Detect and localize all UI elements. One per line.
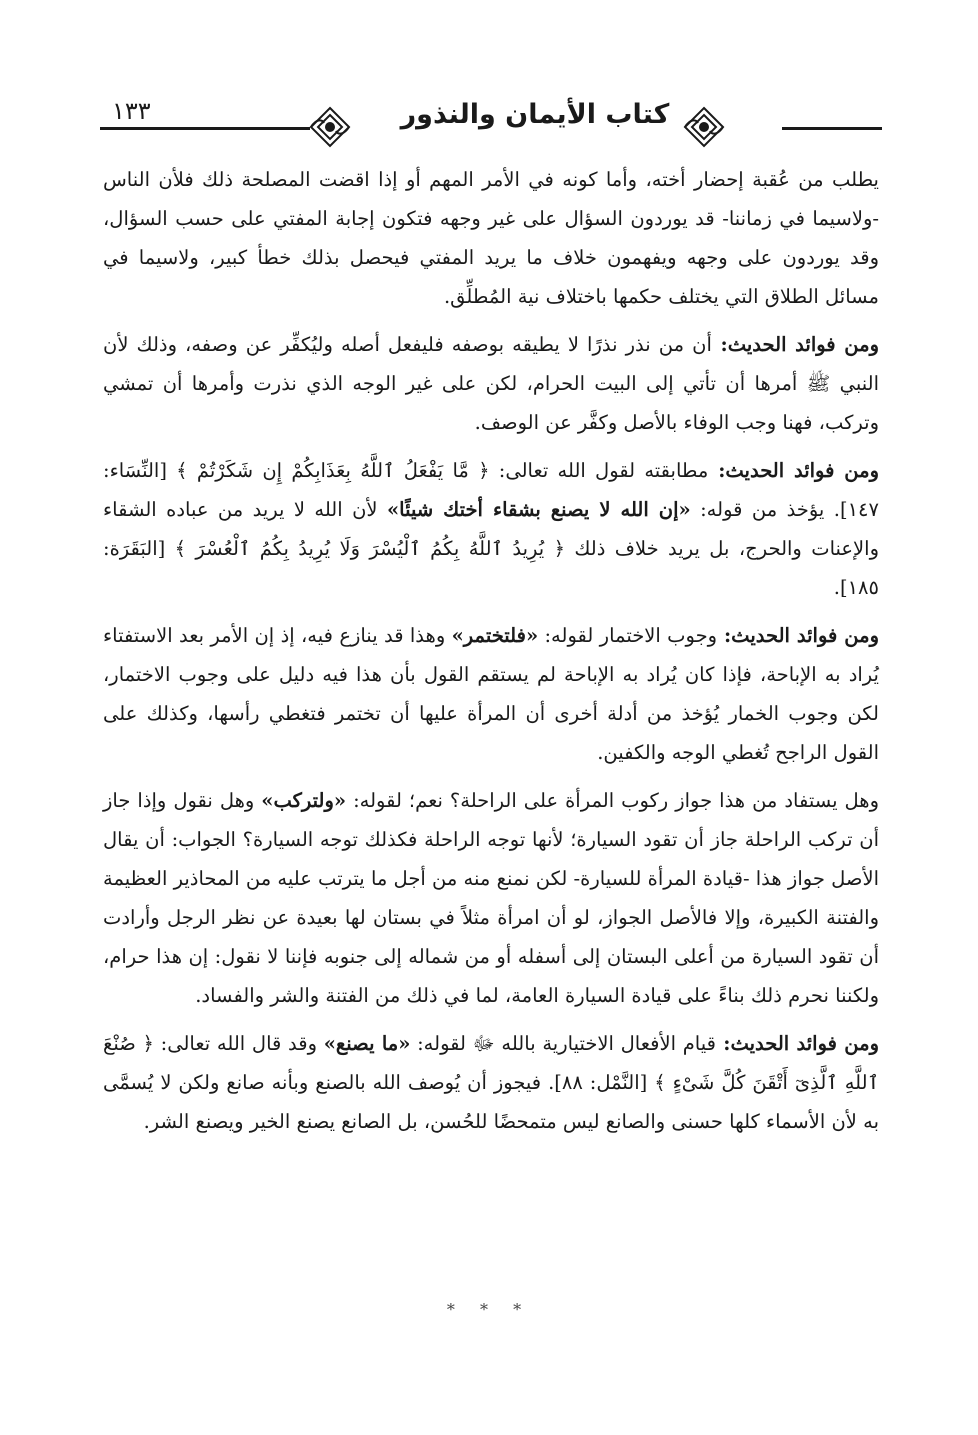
bold-phrase: «ولتركب» xyxy=(261,789,347,812)
bold-phrase: «ما يصنع» xyxy=(323,1032,411,1055)
text-run: وهل يستفاد من هذا جواز ركوب المرأة على الراحلة؟ نعم؛ لقوله: xyxy=(346,789,879,812)
bold-phrase: ومن فوائد الحديث: xyxy=(711,333,879,356)
text-run: وقد قال الله تعالى: ﴿ صُنْعَ ٱللَّهِ ٱلَّذِىٓ أَتْقَنَ كُلَّ شَىْءٍ ﴾ [النَّمْل: ٨٨]. فيجوز أن يُوصف الله بالصنع وبأنه صانع ولكن لا يُسمَّى به لأن الأسماء كلها حسنى والصانع ليس متمحضًا للحُسن، بل الصانع يصنع الخير ويصنع الشر. xyxy=(103,1032,879,1133)
bold-phrase: ومن فوائد الحديث: xyxy=(708,459,879,482)
paragraph xyxy=(103,451,879,607)
paragraph xyxy=(103,616,879,772)
text-run: لأن الله لا يريد من عباده الشقاء والإعنات والحرج، بل يريد خلاف ذلك ﴿ يُرِيدُ ٱللَّهُ بِكُمُ ٱلْيُسْرَ وَلَا يُرِيدُ بِكُمُ ٱلْعُسْرَ ﴾ [البَقَرَة: ١٨٥]. xyxy=(103,498,879,599)
header-rule-left xyxy=(100,127,310,130)
text-run: وهذا قد ينازع فيه، إذ إن الأمر بعد الاستفتاء يُراد به الإباحة، فإذا كان يُراد به الإباحة لم يستقم القول بأن هذا فيه دليل على وجوب الاختمار، لكن وجوب الخمار يُؤخذ من أدلة أخرى أن المرأة عليها أن تختمر فتغطي رأسها، وكذلك على القول الراجح تُغطي الوجه والكفين. xyxy=(103,624,879,764)
header-rule-right xyxy=(782,127,882,130)
page-title: كتاب الأيمان والنذور xyxy=(400,99,670,130)
paragraph xyxy=(103,160,879,316)
page-number: ١٣٣ xyxy=(112,97,151,125)
text-run: قيام الأفعال الاختيارية بالله ﷻ لقوله: xyxy=(410,1032,716,1055)
bold-phrase: ومن فوائد الحديث: xyxy=(715,1032,879,1055)
ornament-left-icon xyxy=(308,105,352,149)
paragraph xyxy=(103,325,879,442)
bold-phrase: ومن فوائد الحديث: xyxy=(717,624,880,647)
paragraph xyxy=(103,1024,879,1141)
section-separator: * * * xyxy=(446,1300,532,1319)
bold-phrase: «إن الله لا يصنع بشقاء أختك شيئًا» xyxy=(386,498,691,521)
running-header xyxy=(100,95,882,155)
paragraph xyxy=(103,781,879,1015)
text-run: أن من نذر نذرًا لا يطيقه بوصفه فليفعل أصله وليُكفِّر عن وصفه، وذلك لأن النبي ﷺ أمرها أن تأتي إلى البيت الحرام، لكن على غير الوجه الذي نذرت وأمرها أن تمشي وتركب، فهنا وجب الوفاء بالأصل وكفَّر عن الوصف. xyxy=(103,333,879,434)
page-body xyxy=(103,160,879,1150)
text-run: وهل نقول وإذا جاز أن تركب الراحلة جاز أن تقود السيارة؛ لأنها توجه الراحلة فكذلك توجه السيارة؟ الجواب: أن يقال الأصل جواز هذا -قيادة المرأة للسيارة- لكن نمنع منه من أجل ما يترتب عليه من المحاذير العظيمة والفتنة الكبيرة، وإلا فالأصل الجواز، لو أن امرأة مثلاً في بستان لها بعيدة عن نظر الرجل وأرادت أن تقود السيارة من أعلى البستان إلى أسفله أو من شماله إلى جنوبه فإننا لا نقول: إن هذا حرام، ولكننا نحرم ذلك بناءً على قيادة السيارة العامة، لما في ذلك من الفتنة والشر والفساد. xyxy=(103,789,879,1007)
bold-phrase: «فلتختمر» xyxy=(451,624,539,647)
ornament-right-icon xyxy=(682,105,726,149)
text-run: مطابقته لقول الله تعالى: ﴿ مَّا يَفْعَلُ ٱللَّهُ بِعَذَابِكُمْ إِن شَكَرْتُمْ ﴾ [النِّسَاء: ١٤٧]. يؤخذ من قوله: xyxy=(103,459,879,521)
text-run: يطلب من عُقبة إحضار أخته، وأما كونه في الأمر المهم أو إذا اقضت المصلحة ذلك فلأن الناس -ولاسيما في زماننا- قد يوردون السؤال على غير وجهه فتكون إجابة المفتي على حسب السؤال، وقد يوردون على وجهه ويفهمون خلاف ما يريد المفتي فيحصل بذلك خطأ كبير، ولاسيما في مسائل الطلاق التي يختلف حكمها باختلاف نية المُطلِّق. xyxy=(103,168,879,308)
text-run: وجوب الاختمار لقوله: xyxy=(538,624,718,647)
